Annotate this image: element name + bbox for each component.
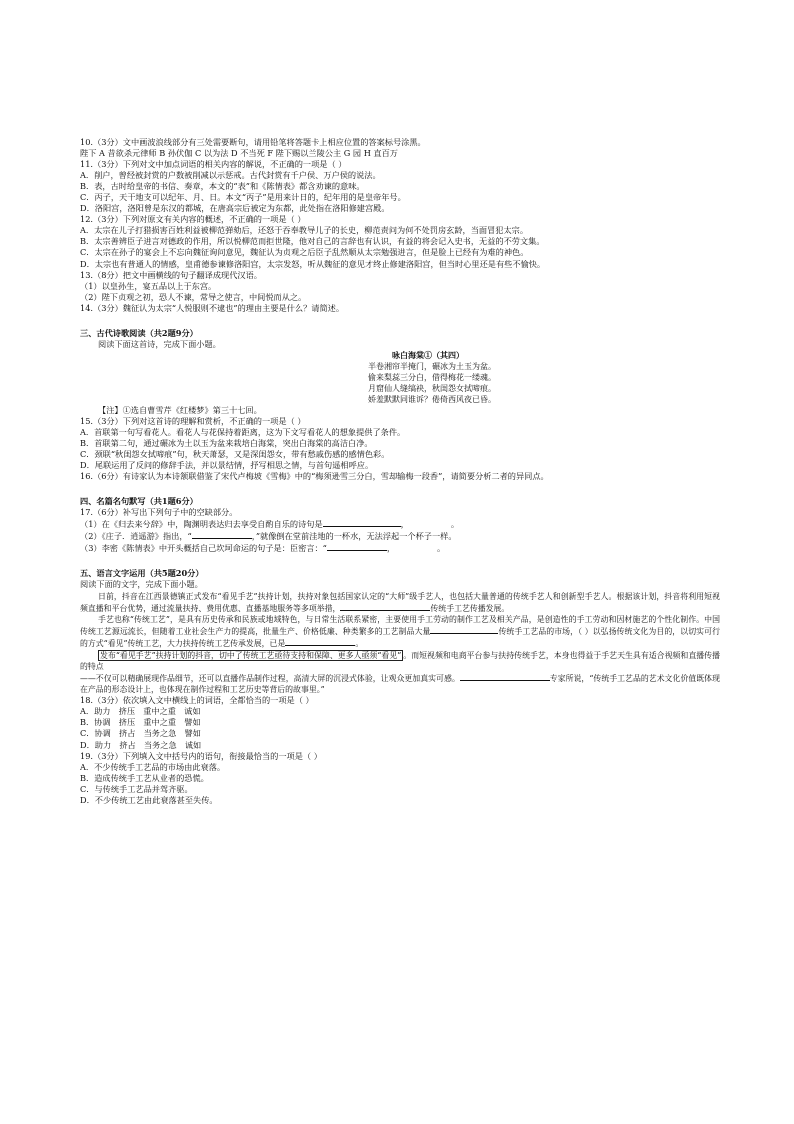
q12-stem: 12.（3分）下列对原文有关内容的概述，不正确的一项是（ ） [80,214,306,225]
q17-line-3-comma: ， [386,543,396,554]
fill-blank[interactable] [192,530,252,539]
q17-line-1-comma: ， [400,519,409,530]
q15-stem: 15.（3分）下列对这首诗的理解和赏析，不正确的一项是（ ） [80,415,306,426]
q19-option-a: A．不少传统手工艺品的市场由此衰落。 [80,761,226,772]
passage-paragraph-1 [80,591,720,614]
q10-text: 陛下 A 昔欲杀元律师 B 孙伏伽 C 以为法 D 不当死 F 陛下赐以兰陵公主 G 园 H 直百万 [80,148,398,159]
q12-option-a: A．太宗在儿子打猎损害百姓利益被柳范弹劾后，还怒于吞奉教导儿子的长史，柳范责问为何不处罚房玄龄，当面冒犯太宗。 [80,225,529,236]
q17-stem: 17.（6分）补写出下列句子中的空缺部分。 [80,507,238,518]
q17-line-1-text: （1）在《归去来兮辞》中，陶渊明表达归去享受自酌自乐的诗句是 [80,519,323,530]
q19-option-c: C．与传统手工艺品并驾齐驱。 [80,783,193,794]
fill-blank[interactable] [395,543,437,551]
passage-p3-rest: 。而短视频和电商平台参与扶持传统手艺，本身也得益于手艺天生具有适合视频和直播传播的特点 [80,650,720,671]
q15-option-b: B．首联第二句，通过碾冰为土以玉为盆来栽培白海棠，突出白海棠的高洁白净。 [80,437,373,448]
fill-blank[interactable] [430,625,498,634]
section-3-intro: 阅读下面这首诗，完成下面小题。 [98,338,221,349]
boxed-sentence: 发布“看见手艺”扶持计划的抖音，切中了传统工艺亟待支持和保障、更多人亟须“看见” [100,650,402,660]
q11-option-a: A．削户，曾经被封赏的户数被削减以示惩戒。古代封赏有千户侯、万户侯的说法。 [80,170,381,181]
passage-p2-text-b: 传统手工艺品的市场，（ ）以弘扬传统文化为目的，以切实可行的方式“看见”传统工艺，大力扶持传统工艺传承发展，已是 [80,627,720,649]
q17-line-3-period: 。 [437,543,446,554]
section-4-heading: 四、名篇名句默写（共1题6分） [80,496,198,507]
passage-p4-text: ——不仅可以精确展现作品细节，还可以直播作品制作过程，高清大屏的沉浸式体验，让观众更加真实可感。 [80,673,460,683]
q19-option-b: B．造成传统手工艺从业者的恐慌。 [80,772,209,783]
poem [368,350,720,405]
fill-blank[interactable] [285,637,355,646]
fill-blank[interactable] [409,519,451,527]
poem-title: 咏白海棠①（其四） [392,349,464,360]
section-3-heading: 三、古代诗歌阅读（共2题9分） [80,327,198,338]
fill-blank[interactable] [327,542,387,551]
section-5-intro: 阅读下面的文字，完成下面小题。 [80,579,203,590]
q11-option-d: D．洛阳宫，洛阳曾是东汉的都城，在唐高宗后被定为东都，此处指在洛阳修建宫殿。 [80,203,390,214]
q17-line-2-text: （2）《庄子．逍遥游》指出，“ [80,531,192,542]
passage-paragraph-2 [80,614,720,650]
passage-p1-text: 日前，抖音在江西景德镇正式发布“看见手艺”扶持计划，扶持对象包括国家认定的“大师”级手艺人，也包括大量普通的传统手艺人和创新型手艺人。根据该计划，抖音将利用短视频直播和平台优势，通过流量扶持、费用优惠、直播基地服务等多项举措， [80,591,720,613]
q18-option-d: D．助力 挤占 当务之急 诚如 [80,739,202,750]
q14-stem: 14.（3分）魏征认为太宗“人悦服则不逮也”的理由主要是什么？请简述。 [80,302,345,313]
q18-option-c: C．协调 挤占 当务之急 譬如 [80,728,201,739]
q11-stem: 11.（3分）下列对文中加点词语的相关内容的解说，不正确的一项是（ ） [80,159,347,170]
q13-stem: 13.（8分）把文中画横线的句子翻译成现代汉语。 [80,269,262,280]
passage-paragraph-4 [80,672,720,695]
fill-blank[interactable] [460,672,550,681]
q19-option-d: D．不少传统工艺由此衰落甚至失传。 [80,794,218,805]
q18-option-b: B．协调 挤压 重中之重 譬如 [80,717,201,728]
poem-note: 【注】①选自曹雪芹《红楼梦》第三十七回。 [98,404,262,415]
passage-paragraph-3 [80,650,720,672]
q17-line-2-rest: ，”就像倒在堂前洼地的一杯水，无法浮起一个杯子一样。 [251,531,457,542]
passage-p1-end: 传统手工艺传播发展。 [430,603,510,613]
q12-option-c: C．太宗在孙子的宴会上不忘向魏征询问意见，魏征认为贞观之后臣子乱然顺从太宗勉强进言，但是脸上已经有为难的神色。 [80,247,529,258]
poem-line: 偷来梨蕊三分白，借得梅花一缕魂。 [368,372,496,382]
q18-option-a: A．助力 挤压 重中之重 诚如 [80,706,201,717]
q13-item-1: （1）以皇孙生，宴五品以上于东宫。 [80,280,217,291]
passage-p2-text: 手艺也称“传统工艺”，是具有历史传承和民族或地域特色，与日常生活联系紧密，主要使用手工劳动的制作工艺及相关产品，是创造性的手工劳动和因材施艺的个性化制作。中国传统工艺源远流长，但随着工业社会生产力的提高，批量生产、价格低廉、种类繁多的工艺制品大量 [80,614,720,637]
q17-line-2 [80,530,720,542]
q13-item-2: （2）陛下贞观之初，恐人不谏，常导之使言，中间悦而从之。 [80,291,307,302]
q10-stem: 10.（3分）文中画波浪线部分有三处需要断句，请用铅笔将答题卡上相应位置的答案标号涂黑。 [80,137,426,147]
fill-blank[interactable] [323,518,401,527]
q16-stem: 16.（6分）有诗家认为本诗颔联借鉴了宋代卢梅坡《雪梅》中的“梅须逊雪三分白，雪却输梅一段香”，请简要分析二者的异同点。 [80,471,549,482]
q12-option-d: D．太宗也有普通人的情感，皇甫德参谏修洛阳宫，太宗发怒，听从魏征的意见才终止修建洛阳宫，但当时心里还是有些不愉快。 [80,258,546,269]
q12-option-b: B．太宗善辨臣子进言对德政的作用，所以悦柳范而拒世隆，他对自己的言辞也有认识，有益的将会记入史书，无益的不劳文集。 [80,236,545,247]
passage-p4-text-b: 专家所说，“传统手工艺品的艺术文化价值既体现在产品的形态设计上，也体现在制作过程和工艺历史等背后的故事里。” [80,673,720,695]
q17-line-1 [80,518,720,530]
q15-option-c: C．颈联“秋闺怨女拭啼痕”句，秋天萧瑟，又是深闺怨女，带有愁戚伤感的感情色彩。 [80,449,390,460]
poem-line: 半卷湘帘半掩门，碾冰为土玉为盆。 [368,361,496,371]
q11-option-c: C．丙子，天干地支可以纪年、月、日。本文“丙子”是用来计日的，纪年用的是皇帝年号。 [80,192,406,203]
fill-blank[interactable] [340,602,430,611]
q15-option-a: A．首联第一句写看花人。看花人与花保持着距离，这为下文写看花人的想象提供了条件。 [80,426,406,437]
q17-line-3-text: （3）李密《陈情表》中开头概括自己坎坷命运的句子是：臣密言：“ [80,543,327,554]
q17-line-3 [80,542,720,554]
poem-line: 娇羞默默同谁诉？倦倚西风夜已昏。 [368,394,496,404]
section-5-heading: 五、语言文字运用（共5题20分） [80,568,204,579]
q19-stem: 19.（3分）下列填入文中括号内的语句，衔接最恰当的一项是（ ） [80,750,322,761]
passage-p2-end: 。 [355,639,364,649]
q15-option-d: D．尾联运用了反问的修辞手法，并以景结情，抒写相思之情，与首句遥相呼应。 [80,460,374,471]
q17-line-1-period: 。 [450,519,460,530]
poem-line: 月窟仙人缝缟袂，秋闺怨女拭啼痕。 [368,383,496,393]
exam-page [80,137,720,806]
q18-stem: 18.（3分）依次填入文中横线上的词语，全都恰当的一项是（ ） [80,695,314,706]
q11-option-b: B．表，古时给皇帝的书信、奏章，本文的“表”和《陈情表》都含劝谏的意味。 [80,181,365,192]
